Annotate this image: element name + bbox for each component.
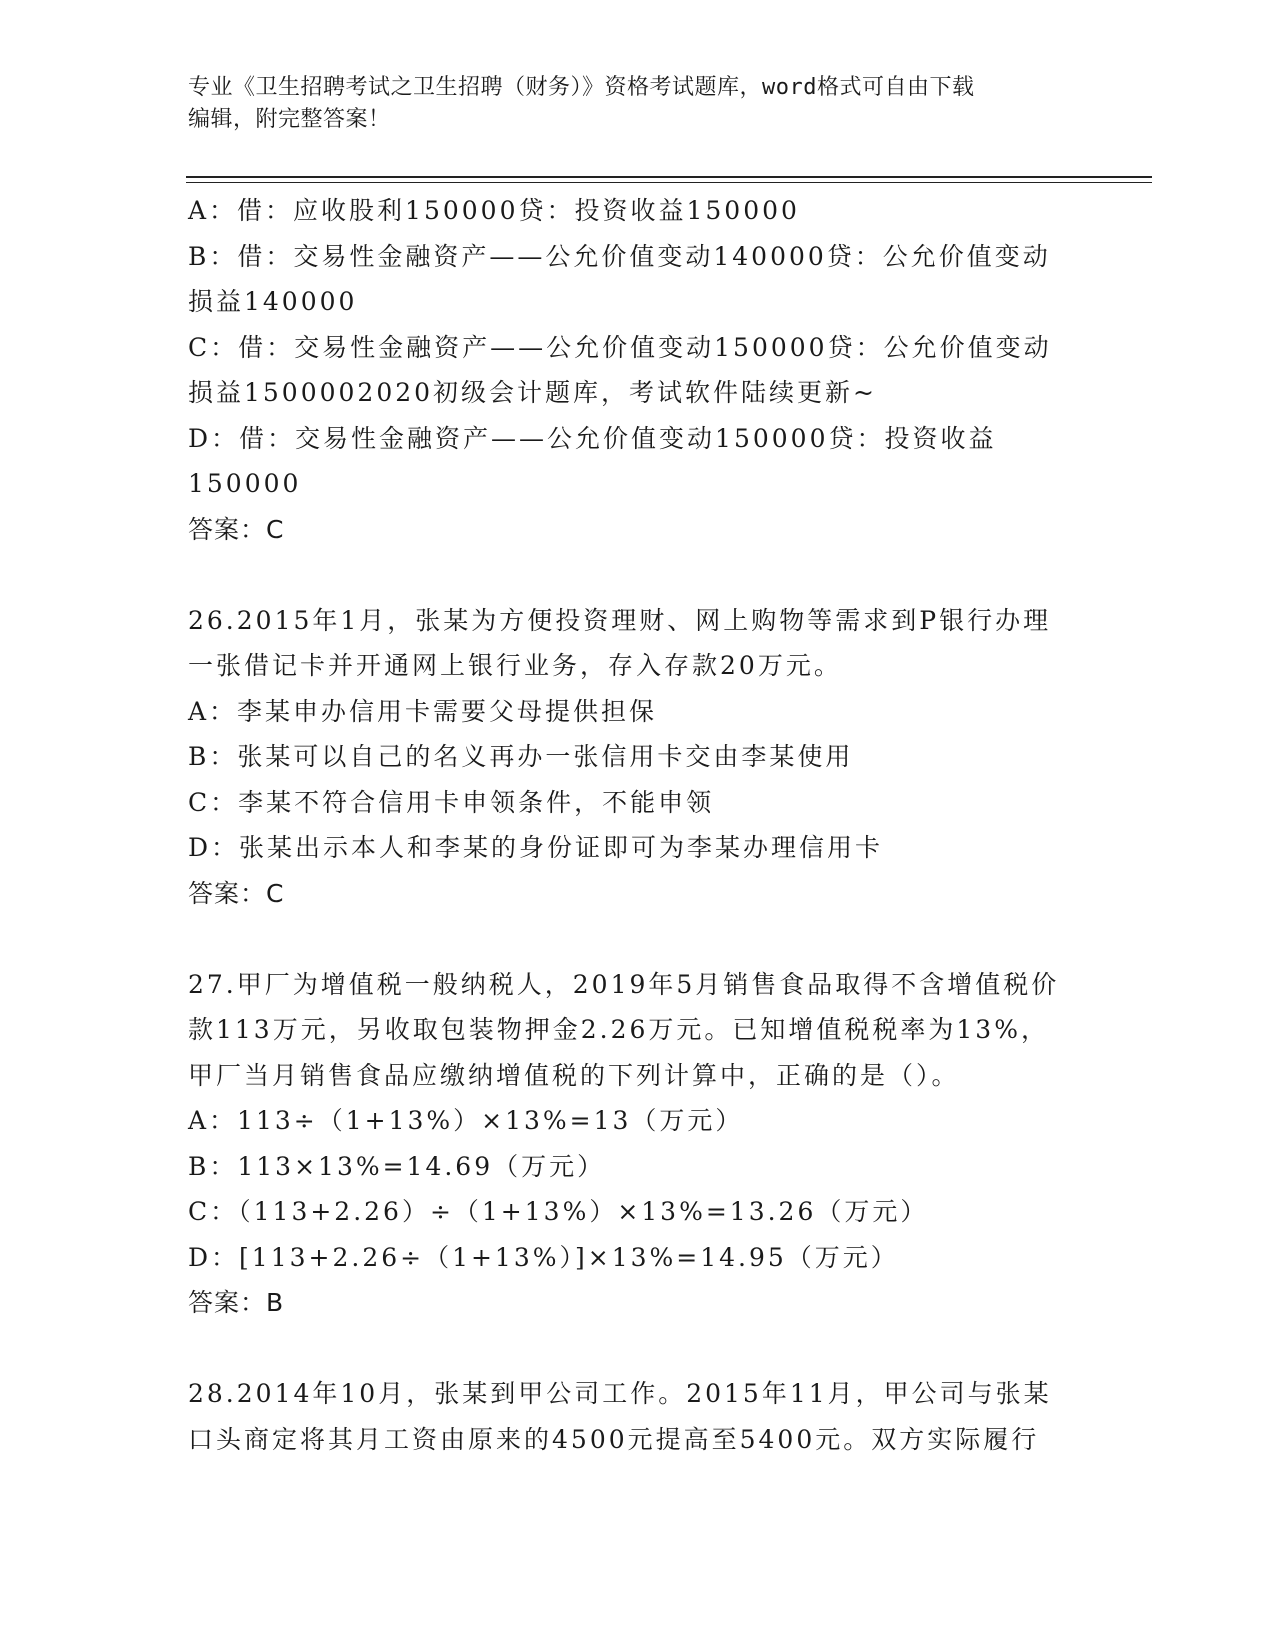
option-d: D：[113+2.26÷（1+13%）]×13%=14.95（万元） xyxy=(188,1242,899,1272)
question-stem-line-3: 甲厂当月销售食品应缴纳增值税的下列计算中，正确的是（）。 xyxy=(188,1060,960,1090)
question-26 xyxy=(188,598,1088,917)
header-line-2: 编辑，附完整答案！ xyxy=(188,107,391,132)
option-a: A：113÷（1+13%）×13%=13（万元） xyxy=(188,1106,744,1135)
option-c: C：（113+2.26）÷（1+13%）×13%=13.26（万元） xyxy=(188,1197,929,1226)
option-b-line-1: B：借：交易性金融资产——公允价值变动140000贷：公允价值变动 xyxy=(188,241,1051,271)
spacer xyxy=(188,916,1088,962)
option-a: A：李某申办信用卡需要父母提供担保 xyxy=(188,696,658,726)
document-body xyxy=(188,188,1088,1462)
question-stem-line-2: 一张借记卡并开通网上银行业务，存入存款20万元。 xyxy=(188,651,842,680)
option-c-line-2: 损益1500002020初级会计题库，考试软件陆续更新~ xyxy=(188,378,878,407)
question-25 xyxy=(188,188,1088,552)
option-d: D：张某出示本人和李某的身份证即可为李某办理信用卡 xyxy=(188,833,884,862)
option-a: A：借：应收股利150000贷：投资收益150000 xyxy=(188,196,800,225)
answer: 答案：C xyxy=(188,514,285,544)
option-d-line-2: 150000 xyxy=(188,469,302,498)
question-stem-line-1: 26.2015年1月，张某为方便投资理财、网上购物等需求到P银行办理 xyxy=(188,605,1052,635)
spacer xyxy=(188,552,1088,598)
question-stem-line-2: 款113万元，另收取包装物押金2.26万元。已知增值税税率为13%， xyxy=(188,1015,1049,1044)
option-b-line-2: 损益140000 xyxy=(188,287,358,316)
question-stem-line-1: 28.2014年10月，张某到甲公司工作。2015年11月，甲公司与张某 xyxy=(188,1379,1052,1408)
option-c: C：李某不符合信用卡申领条件，不能申领 xyxy=(188,787,715,817)
header-divider-thick xyxy=(186,176,1152,178)
question-28 xyxy=(188,1371,1088,1462)
document-header xyxy=(188,72,1088,136)
question-stem-line-2: 口头商定将其月工资由原来的4500元提高至5400元。双方实际履行 xyxy=(188,1424,1040,1454)
answer: 答案：C xyxy=(188,878,285,908)
option-b: B：113×13%=14.69（万元） xyxy=(188,1151,606,1181)
answer: 答案：B xyxy=(188,1288,285,1317)
spacer xyxy=(188,1326,1088,1372)
option-b: B：张某可以自己的名义再办一张信用卡交由李某使用 xyxy=(188,742,854,771)
header-line-1: 专业《卫生招聘考试之卫生招聘（财务）》资格考试题库，word格式可自由下载 xyxy=(188,75,975,100)
question-27 xyxy=(188,962,1088,1326)
question-stem-line-1: 27.甲厂为增值税一般纳税人，2019年5月销售食品取得不含增值税价 xyxy=(188,969,1060,999)
option-c-line-1: C：借：交易性金融资产——公允价值变动150000贷：公允价值变动 xyxy=(188,332,1052,362)
header-divider-thin xyxy=(186,182,1152,183)
option-d-line-1: D：借：交易性金融资产——公允价值变动150000贷：投资收益 xyxy=(188,423,997,453)
